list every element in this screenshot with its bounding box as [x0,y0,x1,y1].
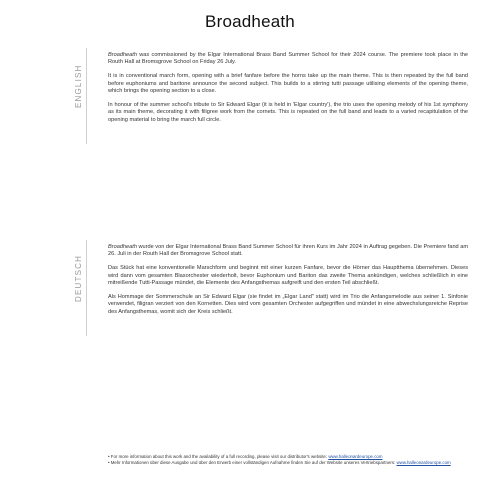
work-title-italic: Broadheath [108,52,137,58]
language-label-english: ENGLISH [74,64,83,108]
deutsch-paragraph-3: Als Hommage der Sommerschule an Sir Edward Elgar (sie findet im „Elgar Land" statt) wird im Trio die Anfangsmelodie aus seiner 1. Sinfonie verwendet, filigran verziert von den Kornetten. Dies wird vom gesamten Orchester aufgegriffen und mündet in eine abwechslungsreiche Reprise des Anfangsthemas, womit sich der Kreis schließt. [108,294,468,315]
deutsch-paragraph-2: Das Stück hat eine konventionelle Marschform und beginnt mit einer kurzen Fanfare, bevor die Hörner das Hauptthema übernehmen. Dieses wird dann vom gesamten Blasorchester wiederholt, bevor Euphonium und Bariton das zweite Thema ankündigen, welches schließlich in eine mitreißende Tutti-Passage mündet, die Elemente des Anfangsthemas aufgreift und den ersten Teil abschließt. [108,265,468,287]
section-divider-english [86,48,87,144]
english-section [108,52,468,131]
deutsch-section [108,244,468,323]
deutsch-paragraph-1: Broadheath wurde von der Elgar International Brass Band Summer School für ihren Kurs im Jahr 2024 in Auftrag gegeben. Die Premiere fand am 26. Juli in der Routh Hall der Bromsgrove School statt. [108,244,468,258]
page-title: Broadheath [205,12,295,31]
english-paragraph-3: In honour of the summer school's tribute to Sir Edward Elgar (it is held in 'Elgar country'), the trio uses the opening melody of his 1st symphony as its main theme, decorating it with filigree work from the cornets. This is repeated on the full band and leads to a varied recapitulation of the opening material to bring the march full circle. [108,102,468,123]
vertrieb-link[interactable]: www.halleonardeurope.com [396,460,451,465]
section-divider-deutsch [86,240,87,336]
distributor-link[interactable]: www.halleonardeurope.com [328,454,383,459]
footer-line-deutsch: • Mehr Informationen über diese Ausgabe und über den Erwerb einer vollständigen Aufnahme finden Sie auf der Website unseres Vertriebspartners: www.halleonardeurope.com [108,460,451,465]
footer-notes [108,454,468,466]
english-paragraph-1: Broadheath was commissioned by the Elgar International Brass Band Summer School for their 2024 course. The premiere took place in the Routh Hall at Bromsgrove School on Friday 26 July. [108,52,468,66]
footer-line-english: • For more information about this work and the availability of a full recording, please visit our distributor's website: www.halleonardeurope.com [108,454,383,459]
english-paragraph-2: It is in conventional march form, opening with a brief fanfare before the horns take up the main theme. This is then repeated by the full band before euphoniums and baritone announce the second subject. This builds to a stirring tutti passage utilising elements of the opening theme, which brings the opening section to a close. [108,73,468,95]
language-label-deutsch: DEUTSCH [74,254,83,302]
work-title-italic: Broadheath [108,244,137,250]
